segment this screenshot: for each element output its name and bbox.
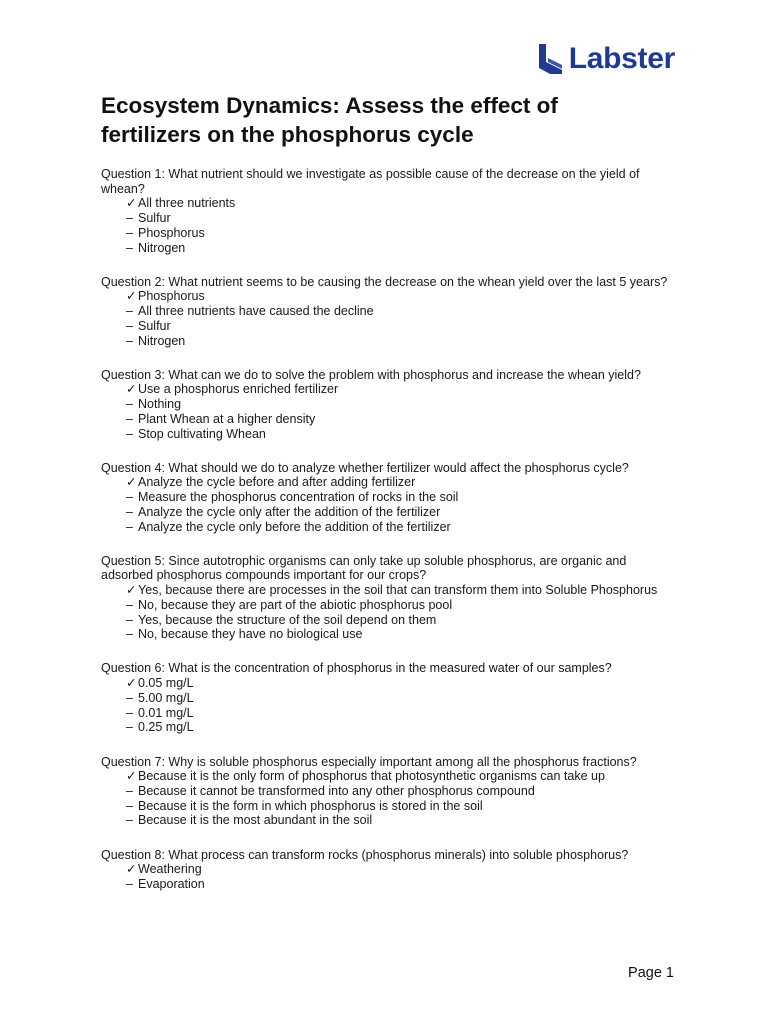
answer-text: Yes, because the structure of the soil depend on them	[138, 612, 437, 627]
answer-option	[126, 520, 671, 535]
answer-text: Phosphorus	[138, 289, 205, 304]
correct-answer	[126, 583, 671, 598]
correct-answer	[126, 676, 671, 691]
dash-marker: –	[126, 504, 133, 519]
question-text: Question 6: What is the concentration of phosphorus in the measured water of our samples?	[101, 661, 612, 676]
answer-text: Because it cannot be transformed into any other phosphorus compound	[138, 783, 535, 798]
answer-text: Because it is the only form of phosphorus that photosynthetic organisms can take up	[138, 769, 605, 784]
answer-option	[126, 706, 671, 721]
answer-option	[126, 613, 671, 628]
checkmark-icon: ✓	[126, 862, 137, 877]
dash-marker: –	[126, 720, 133, 735]
answer-text: Analyze the cycle before and after adding fertilizer	[138, 475, 416, 490]
answer-option	[126, 691, 671, 706]
question-text: Question 3: What can we do to solve the problem with phosphorus and increase the whean yield?	[101, 367, 641, 382]
dash-marker: –	[126, 411, 133, 426]
dash-marker: –	[126, 211, 133, 226]
dash-marker: –	[126, 813, 133, 828]
dash-marker: –	[126, 798, 133, 813]
checkmark-icon: ✓	[126, 382, 137, 397]
dash-marker: –	[126, 627, 133, 642]
answer-text: Stop cultivating Whean	[138, 426, 266, 441]
answer-text: Nitrogen	[138, 240, 186, 255]
checkmark-icon: ✓	[126, 475, 137, 490]
question-text: Question 5: Since autotrophic organisms can only take up soluble phosphorus, are organic and adsorbed phosphorus compounds important for our crops?	[101, 553, 627, 583]
answer-option	[126, 319, 671, 334]
answer-text: 5.00 mg/L	[138, 690, 194, 705]
dash-marker: –	[126, 426, 133, 441]
answer-options	[101, 769, 671, 828]
answer-option	[126, 877, 671, 892]
dash-marker: –	[126, 597, 133, 612]
answer-option	[126, 397, 671, 412]
document-title: Ecosystem Dynamics: Assess the effect of fertilizers on the phosphorus cycle	[101, 93, 558, 147]
labster-logo-text: Labster	[568, 42, 675, 75]
answer-text: Sulfur	[138, 211, 171, 226]
correct-answer	[126, 196, 671, 211]
answer-text: No, because they have no biological use	[138, 627, 363, 642]
answer-text: Because it is the form in which phosphorus is stored in the soil	[138, 798, 483, 813]
answer-text: Evaporation	[138, 876, 205, 891]
answer-text: Use a phosphorus enriched fertilizer	[138, 382, 339, 397]
dash-marker: –	[126, 304, 133, 319]
answer-option	[126, 813, 671, 828]
question-block	[101, 661, 671, 735]
checkmark-icon: ✓	[126, 583, 137, 598]
answer-option	[126, 412, 671, 427]
correct-answer	[126, 289, 671, 304]
answer-option	[126, 211, 671, 226]
answer-text: Plant Whean at a higher density	[138, 411, 316, 426]
question-block	[101, 368, 671, 442]
correct-answer	[126, 382, 671, 397]
answer-options	[101, 676, 671, 735]
question-text: Question 8: What process can transform rocks (phosphorus minerals) into soluble phosphorus?	[101, 847, 629, 862]
answer-options	[101, 289, 671, 348]
checkmark-icon: ✓	[126, 676, 137, 691]
answer-option	[126, 784, 671, 799]
answer-text: All three nutrients	[138, 196, 236, 211]
answer-options	[101, 475, 671, 534]
answer-option	[126, 427, 671, 442]
labster-logo	[539, 44, 675, 74]
checkmark-icon: ✓	[126, 769, 137, 784]
correct-answer	[126, 769, 671, 784]
answer-option	[126, 304, 671, 319]
answer-option	[126, 334, 671, 349]
answer-text: Weathering	[138, 862, 202, 877]
dash-marker: –	[126, 705, 133, 720]
answer-option	[126, 799, 671, 814]
answer-text: No, because they are part of the abiotic phosphorus pool	[138, 597, 453, 612]
question-text: Question 7: Why is soluble phosphorus especially important among all the phosphorus fractions?	[101, 754, 637, 769]
question-text: Question 2: What nutrient seems to be causing the decrease on the whean yield over the last 5 years?	[101, 274, 668, 289]
question-block	[101, 848, 671, 892]
question-block	[101, 755, 671, 829]
dash-marker: –	[126, 783, 133, 798]
question-text: Question 4: What should we do to analyze whether fertilizer would affect the phosphorus cycle?	[101, 460, 629, 475]
answer-option	[126, 505, 671, 520]
answer-text: 0.01 mg/L	[138, 705, 194, 720]
checkmark-icon: ✓	[126, 196, 137, 211]
answer-options	[101, 583, 671, 642]
dash-marker: –	[126, 240, 133, 255]
answer-text: Phosphorus	[138, 225, 205, 240]
dash-marker: –	[126, 519, 133, 534]
question-block	[101, 554, 671, 642]
answer-options	[101, 382, 671, 441]
answer-text: Because it is the most abundant in the soil	[138, 813, 373, 828]
answer-option	[126, 490, 671, 505]
dash-marker: –	[126, 333, 133, 348]
question-text: Question 1: What nutrient should we investigate as possible cause of the decrease on the yield of whean?	[101, 167, 640, 196]
checkmark-icon: ✓	[126, 289, 137, 304]
labster-logo-icon	[539, 44, 563, 74]
answer-text: Yes, because there are processes in the soil that can transform them into Soluble Phosphorus	[138, 583, 658, 598]
answer-text: 0.25 mg/L	[138, 720, 194, 735]
answer-option	[126, 627, 671, 642]
dash-marker: –	[126, 225, 133, 240]
question-block	[101, 275, 671, 349]
answer-option	[126, 720, 671, 735]
dash-marker: –	[126, 318, 133, 333]
answer-text: Nothing	[138, 397, 182, 412]
answer-text: Analyze the cycle only before the addition of the fertilizer	[138, 519, 451, 534]
dash-marker: –	[126, 490, 133, 505]
answer-option	[126, 241, 671, 256]
answer-option	[126, 226, 671, 241]
question-list	[101, 167, 671, 911]
dash-marker: –	[126, 876, 133, 891]
dash-marker: –	[126, 612, 133, 627]
dash-marker: –	[126, 397, 133, 412]
answer-text: Analyze the cycle only after the addition of the fertilizer	[138, 504, 441, 519]
answer-options	[101, 862, 671, 891]
correct-answer	[126, 475, 671, 490]
answer-text: Sulfur	[138, 318, 171, 333]
question-block	[101, 167, 671, 255]
question-block	[101, 461, 671, 535]
dash-marker: –	[126, 690, 133, 705]
correct-answer	[126, 862, 671, 877]
page-number: Page 1	[628, 965, 674, 981]
answer-text: 0.05 mg/L	[138, 676, 194, 691]
answer-text: Measure the phosphorus concentration of rocks in the soil	[138, 490, 459, 505]
answer-option	[126, 598, 671, 613]
answer-text: Nitrogen	[138, 333, 186, 348]
answer-options	[101, 196, 671, 255]
answer-text: All three nutrients have caused the decline	[138, 304, 374, 319]
